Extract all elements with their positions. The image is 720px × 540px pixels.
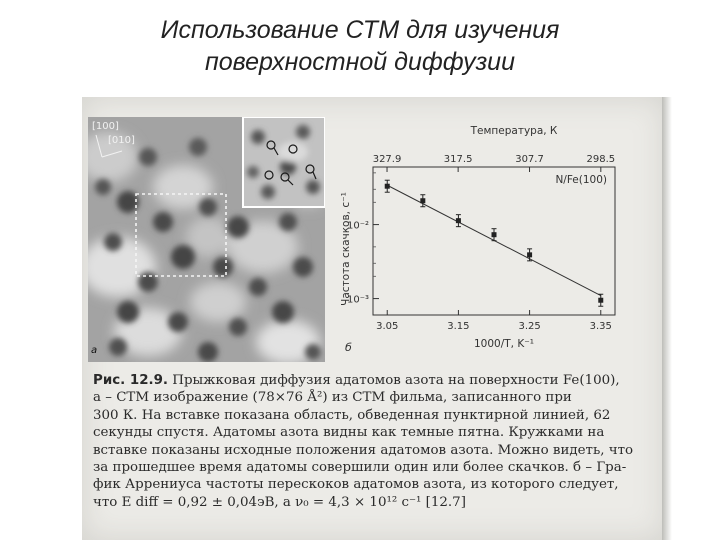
stm-inset [243, 117, 325, 207]
caption-line-7: фик Аррениуса частоты перескоков адатомов азота, из которого следует, [93, 477, 619, 493]
y-axis-label: Частота скачков, с⁻¹ [340, 192, 352, 306]
caption-line-3: 300 К. На вставке показана область, обведенная пунктирной линией, 62 [93, 407, 611, 423]
caption-line-4: секунды спустя. Адатомы азота видны как темные пятна. Кружками на [93, 425, 605, 441]
x-tick-label: 3.25 [518, 321, 541, 332]
panel-b-label: б [345, 341, 352, 354]
caption-line-6: за прошедшее время адатомы совершили один или более скачков. б – Гра- [93, 460, 627, 476]
top-tick-label: 317.5 [443, 154, 473, 165]
y-tick-label: 10⁻³ [346, 294, 369, 306]
data-point [385, 184, 390, 189]
figure-label: Рис. 12.9. [93, 373, 169, 388]
y-tick-label: 10⁻² [346, 220, 369, 232]
arrhenius-chart-svg [325, 117, 625, 367]
slide-title [0, 14, 720, 78]
data-point [420, 198, 425, 203]
caption-line-1 [93, 372, 653, 389]
page-edge-shadow [662, 97, 672, 540]
top-tick-label: 327.9 [372, 154, 402, 165]
x-axis-label: 1000/T, K⁻¹ [474, 338, 534, 350]
data-point [456, 218, 461, 223]
slide-title-line-1: Использование СТМ для изучения [160, 16, 560, 44]
slide-title-line-2: поверхностной диффузии [204, 48, 515, 76]
axis-label-010: [010] [108, 135, 135, 146]
arrhenius-chart [325, 117, 625, 367]
x-tick-label: 3.05 [376, 321, 399, 332]
panel-a-label: а [91, 345, 98, 356]
data-point [598, 298, 603, 303]
axis-label-100: [100] [92, 121, 119, 132]
top-axis-title: Температура, К [470, 125, 558, 137]
top-tick-label: 307.7 [515, 154, 544, 165]
crystal-direction-arrows [88, 127, 128, 167]
series-label: N/Fe(100) [555, 174, 607, 186]
x-tick-label: 3.35 [589, 321, 612, 332]
figure-caption [93, 372, 653, 511]
caption-line-8: что E diff = 0,92 ± 0,04эВ, а ν₀ = 4,3 × 10¹² с⁻¹ [12.7] [93, 494, 466, 510]
caption-line-2: а – СТМ изображение (78×76 Å²) из СТМ фильма, записанного при [93, 390, 572, 406]
caption-line-5: вставке показаны исходные положения адатомов азота. Можно видеть, что [93, 442, 634, 458]
top-tick-label: 298.5 [586, 154, 616, 165]
x-tick-label: 3.15 [447, 321, 470, 332]
caption-line-1-text: Прыжковая диффузия адатомов азота на поверхности Fe(100), [168, 373, 620, 388]
stm-image [88, 117, 325, 362]
data-point [527, 252, 532, 257]
data-point [492, 232, 497, 237]
